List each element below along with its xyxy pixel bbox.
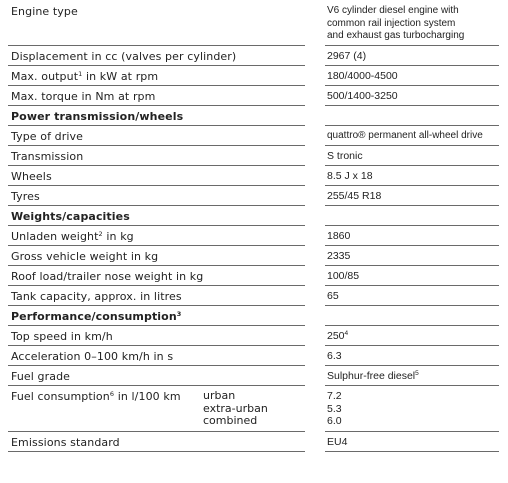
spec-label-cell xyxy=(8,206,305,226)
spec-label-cell xyxy=(8,386,305,432)
spec-label-cell xyxy=(8,432,305,452)
spec-value-cell xyxy=(325,106,499,126)
spec-value: 500/1400-3250 xyxy=(327,90,398,102)
spec-label: Gross vehicle weight in kg xyxy=(11,250,159,263)
spec-label-cell xyxy=(8,106,305,126)
spec-value-cell xyxy=(325,86,499,106)
spec-label-cell xyxy=(8,126,305,146)
spec-label: Tank capacity, approx. in litres xyxy=(11,290,182,303)
spec-value: 6.3 xyxy=(327,350,342,362)
spec-value-cell xyxy=(325,306,499,326)
footnote-marker: 2 xyxy=(98,230,103,238)
spec-value-cell xyxy=(325,386,499,432)
spec-value: S tronic xyxy=(327,150,363,162)
spec-label: Displacement in cc (valves per cylinder) xyxy=(11,50,237,63)
spec-label-cell xyxy=(8,266,305,286)
spec-label-tail: in kg xyxy=(102,230,134,243)
spec-label: Fuel grade xyxy=(11,370,71,383)
spec-value-text: Sulphur-free diesel xyxy=(327,370,416,382)
spec-value-cell xyxy=(325,366,499,386)
spec-value: 255/45 R18 xyxy=(327,190,382,202)
spec-label: Wheels xyxy=(11,170,52,183)
footnote-marker: 5 xyxy=(415,370,419,377)
spec-value-cell xyxy=(325,346,499,366)
spec-label-cell xyxy=(8,66,305,86)
spec-label: Tyres xyxy=(11,190,40,203)
spec-label: Type of drive xyxy=(11,130,83,143)
spec-label-cell xyxy=(8,0,305,46)
spec-value-cell xyxy=(325,186,499,206)
spec-label-cell xyxy=(8,46,305,66)
spec-value: 100/85 xyxy=(327,270,360,282)
spec-value-cell xyxy=(325,66,499,86)
spec-label-cell xyxy=(8,246,305,266)
footnote-marker: 1 xyxy=(78,70,83,78)
spec-label-text: Unladen weight xyxy=(11,230,99,243)
spec-value-cell xyxy=(325,266,499,286)
spec-value: 8.5 J x 18 xyxy=(327,170,373,182)
spec-label-cell xyxy=(8,326,305,346)
spec-value-cell xyxy=(325,46,499,66)
spec-value-cell xyxy=(325,432,499,452)
spec-label-cell xyxy=(8,286,305,306)
spec-value-cell xyxy=(325,246,499,266)
spec-label-cell xyxy=(8,146,305,166)
spec-value xyxy=(327,370,419,382)
spec-label-text: Fuel consumption xyxy=(11,390,110,403)
spec-value: 1860 xyxy=(327,230,351,242)
consumption-sublabels: urban extra-urban combined xyxy=(203,389,268,427)
section-heading-text: Performance/consumption xyxy=(11,310,177,323)
footnote-marker: 3 xyxy=(176,310,182,318)
spec-label-cell xyxy=(8,86,305,106)
spec-label: Roof load/trailer nose weight in kg xyxy=(11,270,204,283)
spec-label: Engine type xyxy=(11,5,78,18)
spec-label-text: Max. output xyxy=(11,70,79,83)
spec-label-cell xyxy=(8,346,305,366)
spec-label-cell xyxy=(8,366,305,386)
section-heading: Power transmission/wheels xyxy=(11,110,184,123)
footnote-marker: 6 xyxy=(109,390,115,398)
spec-value-cell xyxy=(325,126,499,146)
spec-label-cell xyxy=(8,186,305,206)
spec-label: Max. torque in Nm at rpm xyxy=(11,90,156,103)
spec-value-cell xyxy=(325,146,499,166)
spec-label xyxy=(11,390,181,403)
spec-value: EU4 xyxy=(327,436,348,448)
footnote-marker: 4 xyxy=(344,330,349,337)
spec-label: Top speed in km/h xyxy=(11,330,113,343)
spec-value-cell xyxy=(325,326,499,346)
spec-value-cell xyxy=(325,206,499,226)
spec-value: 2967 (4) xyxy=(327,50,367,62)
spec-value-cell xyxy=(325,166,499,186)
spec-value: 180/4000-4500 xyxy=(327,70,398,82)
spec-value: V6 cylinder diesel engine with common rail injection system and exhaust gas turbocharging xyxy=(327,5,465,41)
spec-value: 7.2 5.3 6.0 xyxy=(327,390,342,427)
section-heading: Weights/capacities xyxy=(11,210,130,223)
spec-value-cell xyxy=(325,286,499,306)
spec-value: quattro® permanent all-wheel drive xyxy=(327,130,483,141)
spec-label-cell xyxy=(8,226,305,246)
spec-label: Transmission xyxy=(11,150,84,163)
spec-value: 65 xyxy=(327,290,339,302)
spec-label xyxy=(11,70,158,83)
spec-label-cell xyxy=(8,306,305,326)
spec-label: Acceleration 0–100 km/h in s xyxy=(11,350,174,363)
spec-label-cell xyxy=(8,166,305,186)
spec-value-text: 250 xyxy=(327,330,345,342)
spec-label xyxy=(11,230,134,243)
spec-label: Emissions standard xyxy=(11,436,120,449)
spec-value-cell xyxy=(325,226,499,246)
spec-value xyxy=(327,330,348,342)
spec-value: 2335 xyxy=(327,250,351,262)
spec-label-tail: in kW at rpm xyxy=(82,70,159,83)
spec-label-tail: in l/100 km xyxy=(114,390,181,403)
spec-value-cell xyxy=(325,0,499,46)
section-heading xyxy=(11,310,181,323)
